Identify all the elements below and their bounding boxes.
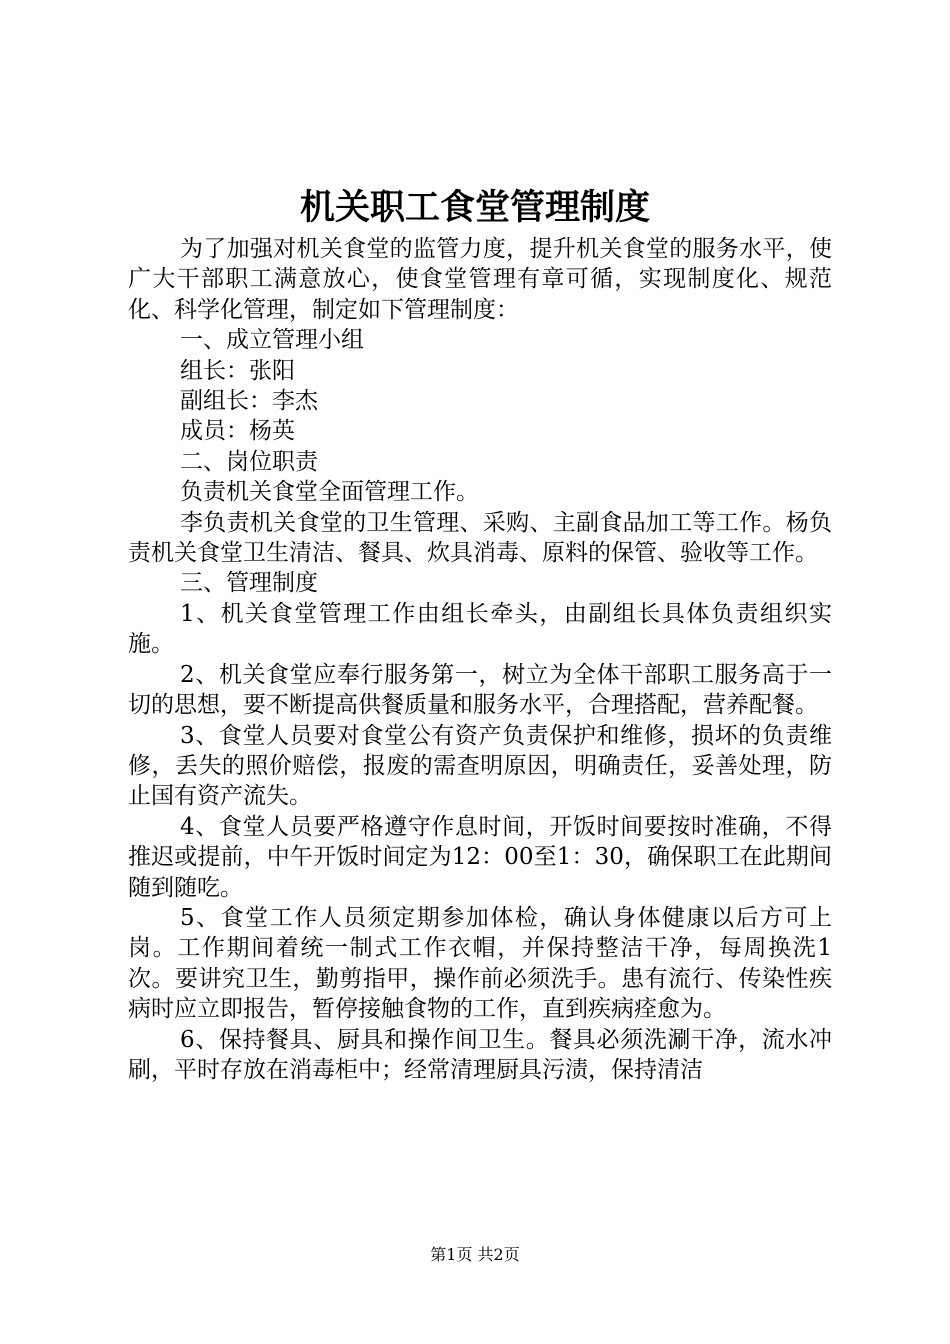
paragraph-leader: 组长：张阳 [180,357,295,384]
rule-item-1: 1、机关食堂管理工作由组长牵头，由副组长具体负责组织实施。 [128,600,832,658]
section-heading-2: 二、岗位职责 [180,448,318,475]
paragraph-intro: 为了加强对机关食堂的监管力度，提升机关食堂的服务水平，使广大干部职工满意放心，使食堂管理有章可循，实现制度化、规范化、科学化管理，制定如下管理制度： [128,236,832,323]
rule-item-6: 6、保持餐具、厨具和操作间卫生。餐具必须洗涮干净，流水冲刷，平时存放在消毒柜中；经常清理厨具污渍，保持清洁 [128,1026,832,1083]
rule-item-2: 2、机关食堂应奉行服务第一，树立为全体干部职工服务高于一切的思想，要不断提高供餐质量和服务水平，合理搭配，营养配餐。 [128,661,832,719]
document-title: 机关职工食堂管理制度 [299,188,650,228]
paragraph-deputy-leader: 副组长：李杰 [180,388,318,415]
rule-item-3: 3、食堂人员要对食堂公有资产负责保护和维修，损坏的负责维修，丢失的照价赔偿，报废的需查明原因，明确责任，妥善处理，防止国有资产流失。 [128,722,832,810]
paragraph-duty-1: 负责机关食堂全面管理工作。 [180,479,479,506]
section-heading-3: 三、管理制度 [180,570,318,597]
rule-item-4: 4、食堂人员要严格遵守作息时间，开饭时间要按时准确，不得推迟或提前，中午开饭时间定为12：00至1：30，确保职工在此期间随到随吃。 [128,813,832,901]
document-body [128,234,832,1085]
paragraph-member: 成员：杨英 [180,418,295,445]
paragraph-duty-2: 李负责机关食堂的卫生管理、采购、主副食品加工等工作。杨负责机关食堂卫生清洁、餐具、炊具消毒、原料的保管、验收等工作。 [128,509,832,567]
section-heading-1: 一、成立管理小组 [180,327,364,354]
page-footer: 第1页 共2页 [430,1245,520,1264]
rule-item-5: 5、食堂工作人员须定期参加体检，确认身体健康以后方可上岗。工作期间着统一制式工作衣帽，并保持整洁干净，每周换洗1次。要讲究卫生，勤剪指甲，操作前必须洗手。患有流行、传染性疾病时应立即报告，暂停接触食物的工作，直到疾病痊愈为。 [128,904,832,1023]
